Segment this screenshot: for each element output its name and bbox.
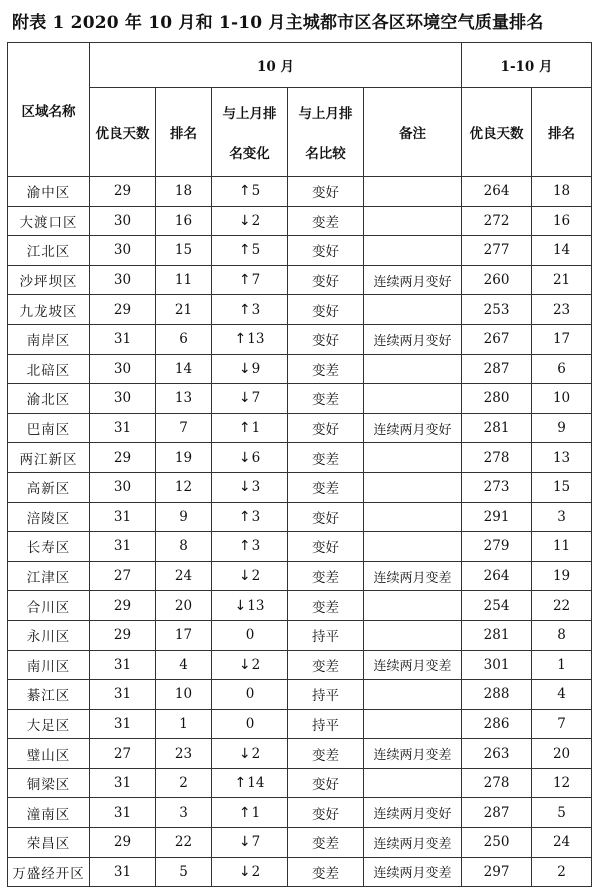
table-row (8, 561, 592, 591)
note-cell: 连续两月变差 (364, 828, 462, 858)
rank-cell: 19 (156, 443, 212, 473)
table-row (8, 620, 592, 650)
arrow-up-icon: ↑ (238, 183, 251, 200)
ytd-good-days-cell: 273 (462, 472, 532, 502)
good-days-cell: 31 (90, 502, 156, 532)
ytd-good-days-cell: 288 (462, 680, 532, 710)
ytd-good-days-cell: 297 (462, 857, 532, 887)
rank-cell: 3 (156, 798, 212, 828)
table-row (8, 798, 592, 828)
rank-cell: 18 (156, 177, 212, 207)
good-days-cell: 30 (90, 384, 156, 414)
good-days-cell: 29 (90, 620, 156, 650)
ytd-rank-cell: 19 (532, 561, 592, 591)
rank-cell: 20 (156, 591, 212, 621)
good-days-cell: 31 (90, 413, 156, 443)
region-cell: 高新区 (8, 472, 90, 502)
compare-cell: 变好 (288, 532, 364, 562)
note-cell (364, 384, 462, 414)
note-cell: 连续两月变好 (364, 413, 462, 443)
rank-change-cell (212, 650, 288, 680)
ytd-good-days-cell: 272 (462, 206, 532, 236)
ytd-good-days-cell: 263 (462, 739, 532, 769)
rank-change-cell (212, 561, 288, 591)
good-days-cell: 29 (90, 591, 156, 621)
rank-cell: 6 (156, 324, 212, 354)
rank-change-value: 2 (251, 863, 261, 880)
ytd-rank-cell: 14 (532, 236, 592, 266)
rank-cell: 10 (156, 680, 212, 710)
rank-change-cell (212, 620, 288, 650)
header-rank-change (212, 88, 288, 177)
good-days-cell: 31 (90, 680, 156, 710)
ytd-good-days-cell: 281 (462, 413, 532, 443)
table-row (8, 384, 592, 414)
rank-cell: 12 (156, 472, 212, 502)
rank-change-value: 1 (251, 804, 261, 821)
region-cell: 九龙坡区 (8, 295, 90, 325)
ytd-rank-cell: 23 (532, 295, 592, 325)
compare-cell: 变差 (288, 650, 364, 680)
rank-change-value: 0 (245, 715, 255, 732)
table-row (8, 324, 592, 354)
ytd-good-days-cell: 278 (462, 768, 532, 798)
ytd-rank-cell: 21 (532, 265, 592, 295)
ytd-good-days-cell: 281 (462, 620, 532, 650)
rank-change-cell (212, 857, 288, 887)
rank-change-value: 3 (251, 508, 261, 525)
arrow-up-icon: ↑ (238, 420, 251, 437)
ytd-good-days-cell: 280 (462, 384, 532, 414)
note-cell (364, 709, 462, 739)
header-rank-change-line1: 与上月排 (222, 106, 277, 122)
header-rank-change-line2: 名变化 (229, 146, 270, 162)
note-cell (364, 768, 462, 798)
header-region: 区域名称 (8, 43, 90, 177)
arrow-down-icon: ↓ (234, 597, 247, 614)
rank-change-cell (212, 443, 288, 473)
region-cell: 南川区 (8, 650, 90, 680)
compare-cell: 变好 (288, 798, 364, 828)
good-days-cell: 31 (90, 798, 156, 828)
rank-cell: 21 (156, 295, 212, 325)
rank-change-value: 2 (251, 656, 261, 673)
arrow-up-icon: ↑ (238, 538, 251, 555)
rank-cell: 23 (156, 739, 212, 769)
rank-change-value: 3 (251, 479, 261, 496)
good-days-cell: 31 (90, 768, 156, 798)
rank-change-cell (212, 265, 288, 295)
ytd-rank-cell: 6 (532, 354, 592, 384)
ytd-rank-cell: 7 (532, 709, 592, 739)
arrow-down-icon: ↓ (238, 745, 251, 762)
ytd-rank-cell: 22 (532, 591, 592, 621)
note-cell (364, 502, 462, 532)
ytd-good-days-cell: 250 (462, 828, 532, 858)
compare-cell: 变好 (288, 413, 364, 443)
rank-change-value: 0 (245, 686, 255, 703)
rank-cell: 17 (156, 620, 212, 650)
header-rank: 排名 (156, 88, 212, 177)
rank-cell: 8 (156, 532, 212, 562)
arrow-up-icon: ↑ (238, 301, 251, 318)
note-cell (364, 472, 462, 502)
note-cell (364, 177, 462, 207)
rank-change-value: 7 (251, 272, 261, 289)
note-cell: 连续两月变差 (364, 857, 462, 887)
rank-change-value: 13 (247, 331, 265, 348)
ytd-rank-cell: 13 (532, 443, 592, 473)
note-cell: 连续两月变差 (364, 739, 462, 769)
arrow-down-icon: ↓ (238, 479, 251, 496)
region-cell: 铜梁区 (8, 768, 90, 798)
compare-cell: 变好 (288, 236, 364, 266)
rank-change-value: 3 (251, 301, 261, 318)
region-cell: 潼南区 (8, 798, 90, 828)
table-row (8, 502, 592, 532)
ytd-rank-cell: 8 (532, 620, 592, 650)
compare-cell: 变好 (288, 768, 364, 798)
header-good-days: 优良天数 (90, 88, 156, 177)
ytd-good-days-cell: 291 (462, 502, 532, 532)
arrow-down-icon: ↓ (238, 656, 251, 673)
rank-cell: 5 (156, 857, 212, 887)
rank-change-cell (212, 177, 288, 207)
header-ytd-good-days: 优良天数 (462, 88, 532, 177)
table-row (8, 680, 592, 710)
compare-cell: 持平 (288, 620, 364, 650)
note-cell: 连续两月变好 (364, 324, 462, 354)
rank-cell: 9 (156, 502, 212, 532)
note-cell (364, 354, 462, 384)
good-days-cell: 31 (90, 324, 156, 354)
good-days-cell: 31 (90, 650, 156, 680)
region-cell: 江北区 (8, 236, 90, 266)
rank-cell: 11 (156, 265, 212, 295)
note-cell (364, 206, 462, 236)
region-cell: 渝北区 (8, 384, 90, 414)
ytd-good-days-cell: 253 (462, 295, 532, 325)
rank-change-value: 5 (251, 183, 261, 200)
compare-cell: 变好 (288, 265, 364, 295)
table-row (8, 709, 592, 739)
rank-change-cell (212, 384, 288, 414)
table-row (8, 857, 592, 887)
ytd-good-days-cell: 254 (462, 591, 532, 621)
good-days-cell: 27 (90, 739, 156, 769)
note-cell (364, 591, 462, 621)
compare-cell: 变差 (288, 472, 364, 502)
table-row (8, 295, 592, 325)
table-row (8, 532, 592, 562)
rank-change-cell (212, 768, 288, 798)
arrow-down-icon: ↓ (238, 568, 251, 585)
table-body (8, 177, 592, 887)
compare-cell: 变好 (288, 324, 364, 354)
ytd-good-days-cell: 267 (462, 324, 532, 354)
table-row (8, 591, 592, 621)
ytd-good-days-cell: 278 (462, 443, 532, 473)
ytd-rank-cell: 5 (532, 798, 592, 828)
region-cell: 大足区 (8, 709, 90, 739)
region-cell: 大渡口区 (8, 206, 90, 236)
rank-change-value: 6 (251, 449, 261, 466)
compare-cell: 变好 (288, 502, 364, 532)
compare-cell: 持平 (288, 709, 364, 739)
rank-cell: 14 (156, 354, 212, 384)
arrow-up-icon: ↑ (234, 775, 247, 792)
compare-cell: 变差 (288, 591, 364, 621)
region-cell: 荣昌区 (8, 828, 90, 858)
good-days-cell: 30 (90, 206, 156, 236)
region-cell: 北碚区 (8, 354, 90, 384)
note-cell (364, 295, 462, 325)
rank-change-cell (212, 828, 288, 858)
rank-change-value: 7 (251, 390, 261, 407)
compare-cell: 变差 (288, 828, 364, 858)
note-cell (364, 443, 462, 473)
compare-cell: 变差 (288, 561, 364, 591)
good-days-cell: 31 (90, 857, 156, 887)
good-days-cell: 30 (90, 354, 156, 384)
rank-change-value: 2 (251, 745, 261, 762)
compare-cell: 变好 (288, 295, 364, 325)
arrow-down-icon: ↓ (238, 863, 251, 880)
ytd-good-days-cell: 287 (462, 354, 532, 384)
arrow-down-icon: ↓ (238, 390, 251, 407)
good-days-cell: 30 (90, 472, 156, 502)
note-cell (364, 680, 462, 710)
arrow-down-icon: ↓ (238, 449, 251, 466)
rank-change-value: 3 (251, 538, 261, 555)
rank-cell: 1 (156, 709, 212, 739)
arrow-down-icon: ↓ (238, 360, 251, 377)
header-compare (288, 88, 364, 177)
good-days-cell: 29 (90, 443, 156, 473)
table-row (8, 739, 592, 769)
compare-cell: 变好 (288, 177, 364, 207)
region-cell: 璧山区 (8, 739, 90, 769)
good-days-cell: 29 (90, 295, 156, 325)
ytd-good-days-cell: 260 (462, 265, 532, 295)
region-cell: 永川区 (8, 620, 90, 650)
region-cell: 渝中区 (8, 177, 90, 207)
rank-change-cell (212, 532, 288, 562)
header-month-group: 10 月 (90, 43, 462, 88)
region-cell: 合川区 (8, 591, 90, 621)
good-days-cell: 31 (90, 532, 156, 562)
ytd-good-days-cell: 264 (462, 561, 532, 591)
header-row-group (8, 43, 592, 88)
good-days-cell: 30 (90, 265, 156, 295)
arrow-up-icon: ↑ (238, 272, 251, 289)
rank-change-cell (212, 236, 288, 266)
arrow-up-icon: ↑ (238, 804, 251, 821)
rank-cell: 7 (156, 413, 212, 443)
rank-cell: 4 (156, 650, 212, 680)
region-cell: 长寿区 (8, 532, 90, 562)
rank-change-value: 7 (251, 834, 261, 851)
ytd-rank-cell: 16 (532, 206, 592, 236)
table-row (8, 472, 592, 502)
region-cell: 南岸区 (8, 324, 90, 354)
note-cell (364, 532, 462, 562)
table-row (8, 177, 592, 207)
rank-change-cell (212, 324, 288, 354)
rank-change-cell (212, 680, 288, 710)
good-days-cell: 27 (90, 561, 156, 591)
ytd-rank-cell: 9 (532, 413, 592, 443)
rank-change-cell (212, 472, 288, 502)
ytd-rank-cell: 15 (532, 472, 592, 502)
rank-cell: 16 (156, 206, 212, 236)
rank-cell: 15 (156, 236, 212, 266)
header-row-columns (8, 88, 592, 177)
compare-cell: 变差 (288, 857, 364, 887)
table-row (8, 354, 592, 384)
air-quality-ranking-table (7, 42, 592, 887)
table-row (8, 828, 592, 858)
compare-cell: 持平 (288, 680, 364, 710)
ytd-good-days-cell: 279 (462, 532, 532, 562)
header-note: 备注 (364, 88, 462, 177)
region-cell: 涪陵区 (8, 502, 90, 532)
rank-cell: 22 (156, 828, 212, 858)
header-ytd-rank: 排名 (532, 88, 592, 177)
arrow-down-icon: ↓ (238, 834, 251, 851)
rank-cell: 2 (156, 768, 212, 798)
ytd-good-days-cell: 287 (462, 798, 532, 828)
table-row (8, 768, 592, 798)
rank-cell: 13 (156, 384, 212, 414)
note-cell: 连续两月变差 (364, 561, 462, 591)
rank-change-value: 5 (251, 242, 261, 259)
rank-change-value: 1 (251, 420, 261, 437)
good-days-cell: 29 (90, 177, 156, 207)
rank-change-cell (212, 502, 288, 532)
table-row (8, 236, 592, 266)
rank-change-cell (212, 354, 288, 384)
ytd-rank-cell: 20 (532, 739, 592, 769)
arrow-up-icon: ↑ (238, 508, 251, 525)
header-compare-line1: 与上月排 (298, 106, 353, 122)
ytd-good-days-cell: 264 (462, 177, 532, 207)
rank-change-cell (212, 739, 288, 769)
region-cell: 万盛经开区 (8, 857, 90, 887)
header-ytd-group: 1-10 月 (462, 43, 592, 88)
good-days-cell: 31 (90, 709, 156, 739)
ytd-good-days-cell: 301 (462, 650, 532, 680)
ytd-rank-cell: 10 (532, 384, 592, 414)
rank-change-value: 2 (251, 212, 261, 229)
region-cell: 两江新区 (8, 443, 90, 473)
ytd-good-days-cell: 286 (462, 709, 532, 739)
compare-cell: 变差 (288, 443, 364, 473)
rank-cell: 24 (156, 561, 212, 591)
compare-cell: 变差 (288, 384, 364, 414)
ytd-good-days-cell: 277 (462, 236, 532, 266)
ytd-rank-cell: 4 (532, 680, 592, 710)
rank-change-value: 13 (247, 597, 265, 614)
note-cell (364, 620, 462, 650)
compare-cell: 变差 (288, 739, 364, 769)
compare-cell: 变差 (288, 354, 364, 384)
rank-change-cell (212, 206, 288, 236)
ytd-rank-cell: 24 (532, 828, 592, 858)
note-cell: 连续两月变好 (364, 265, 462, 295)
table-row (8, 650, 592, 680)
region-cell: 綦江区 (8, 680, 90, 710)
table-row (8, 443, 592, 473)
rank-change-value: 14 (247, 775, 265, 792)
arrow-up-icon: ↑ (234, 331, 247, 348)
note-cell: 连续两月变好 (364, 798, 462, 828)
rank-change-value: 2 (251, 568, 261, 585)
header-compare-line2: 名比较 (305, 146, 346, 162)
good-days-cell: 29 (90, 828, 156, 858)
good-days-cell: 30 (90, 236, 156, 266)
ytd-rank-cell: 17 (532, 324, 592, 354)
compare-cell: 变差 (288, 206, 364, 236)
note-cell: 连续两月变差 (364, 650, 462, 680)
table-row (8, 265, 592, 295)
arrow-up-icon: ↑ (238, 242, 251, 259)
table-row (8, 206, 592, 236)
rank-change-cell (212, 295, 288, 325)
rank-change-value: 9 (251, 360, 261, 377)
ytd-rank-cell: 3 (532, 502, 592, 532)
rank-change-cell (212, 591, 288, 621)
ytd-rank-cell: 12 (532, 768, 592, 798)
arrow-down-icon: ↓ (238, 212, 251, 229)
region-cell: 沙坪坝区 (8, 265, 90, 295)
region-cell: 巴南区 (8, 413, 90, 443)
note-cell (364, 236, 462, 266)
rank-change-cell (212, 413, 288, 443)
table-row (8, 413, 592, 443)
rank-change-value: 0 (245, 627, 255, 644)
ytd-rank-cell: 1 (532, 650, 592, 680)
ytd-rank-cell: 18 (532, 177, 592, 207)
ytd-rank-cell: 11 (532, 532, 592, 562)
rank-change-cell (212, 798, 288, 828)
page-title: 附表 1 2020 年 10 月和 1-10 月主城都市区各区环境空气质量排名 (12, 13, 544, 33)
rank-change-cell (212, 709, 288, 739)
ytd-rank-cell: 2 (532, 857, 592, 887)
region-cell: 江津区 (8, 561, 90, 591)
